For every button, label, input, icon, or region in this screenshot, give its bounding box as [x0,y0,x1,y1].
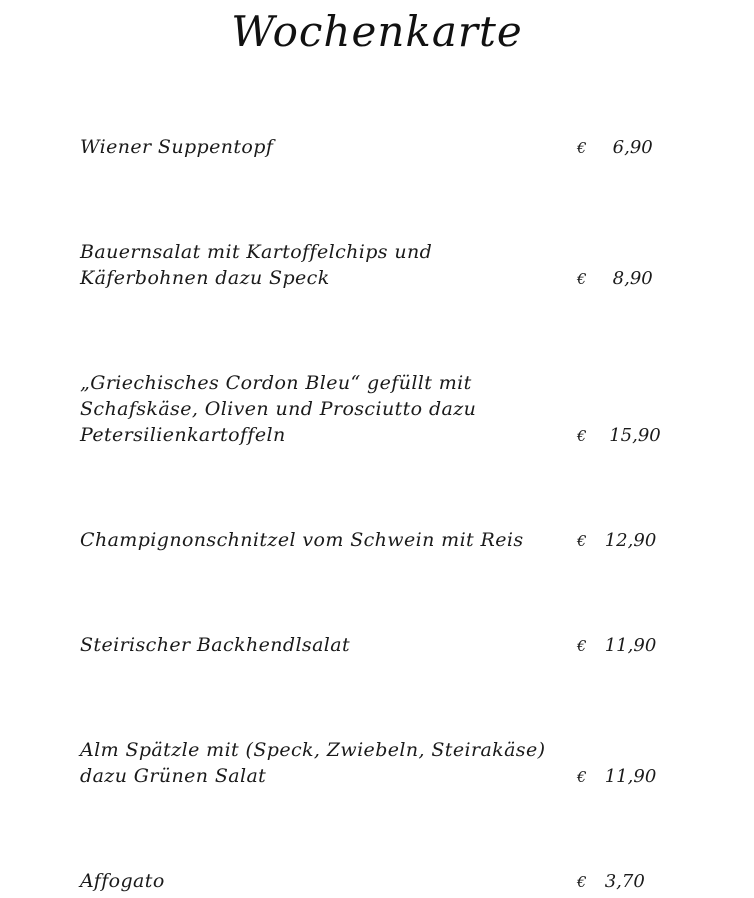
dish-name: Wiener Suppentopf [80,136,274,158]
menu-item [80,134,680,164]
currency-symbol: € [577,873,587,891]
dish-name: Champignonschnitzel vom Schwein mit Reis [80,529,524,551]
menu-item [80,632,680,662]
menu-item [80,239,680,295]
currency-symbol: € [577,427,587,445]
menu-item [80,868,680,896]
dish-price [577,135,653,161]
menu-item [80,737,680,793]
currency-symbol: € [577,768,587,786]
dish-price [577,423,661,449]
price-amount: 6,90 [612,137,653,158]
currency-symbol: € [577,637,587,655]
menu-item [80,370,680,452]
price-amount: 12,90 [604,530,657,551]
dish-name: Affogato [80,870,165,892]
price-amount: 3,70 [604,871,645,892]
currency-symbol: € [577,139,587,157]
price-amount: 11,90 [604,635,657,656]
dish-price [577,764,655,790]
dish-name: „Griechisches Cordon Bleu“ gefüllt mit Schafskäse, Oliven und Prosciutto dazu Petersilienkartoffeln [80,372,477,446]
dish-price [577,266,653,292]
price-amount: 11,90 [604,766,657,787]
dish-price [577,633,655,659]
menu-item [80,527,680,557]
price-amount: 15,90 [609,425,661,446]
currency-symbol: € [577,532,587,550]
dish-name: Alm Spätzle mit (Speck, Zwiebeln, Steirakäse) dazu Grünen Salat [80,739,546,787]
page-title: Wochenkarte [231,7,523,56]
currency-symbol: € [577,270,587,288]
dish-name: Steirischer Backhendlsalat [80,634,351,656]
dish-price [577,869,645,895]
price-amount: 8,90 [612,268,653,289]
dish-price [577,528,655,554]
dish-name: Bauernsalat mit Kartoffelchips und Käferbohnen dazu Speck [80,241,433,289]
